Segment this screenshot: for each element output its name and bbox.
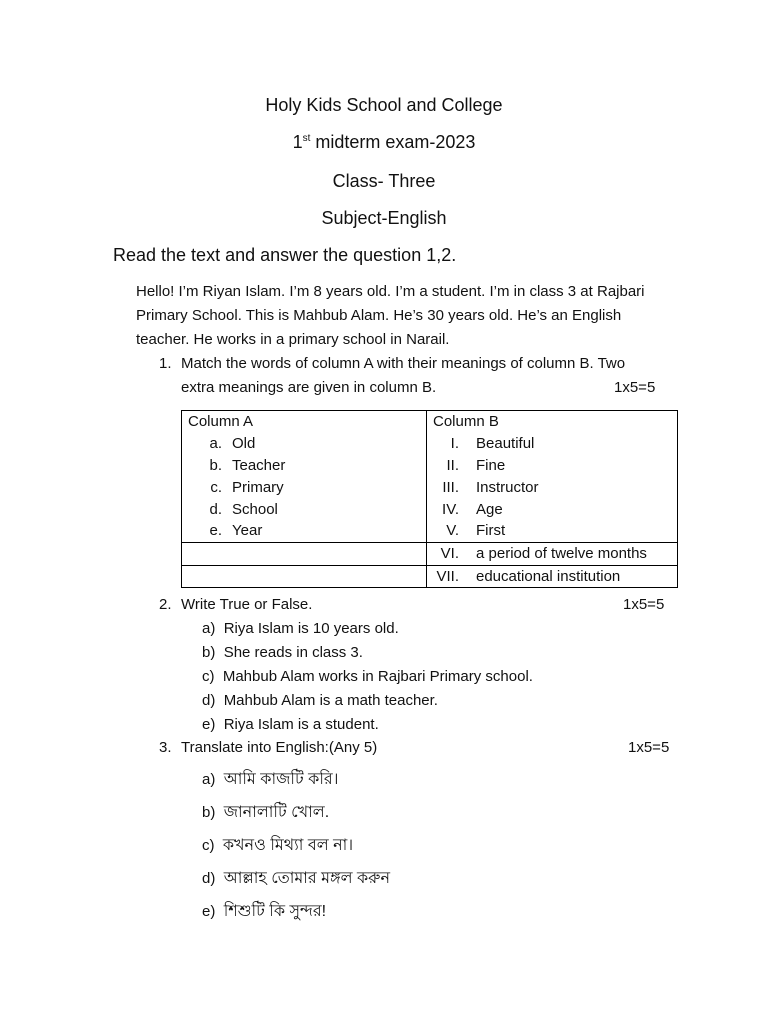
q3-item: [202, 832, 353, 859]
q2-item-text: She reads in class 3.: [223, 644, 363, 661]
q3-item-letter: a): [202, 771, 216, 788]
table-row: [182, 565, 678, 588]
column-a-header: Column A: [182, 411, 427, 433]
table-row: [182, 476, 678, 498]
q2-item-letter: b): [202, 644, 216, 661]
column-b-word: Instructor: [476, 478, 539, 496]
q3-item: [202, 799, 329, 826]
q3-item-letter: b): [202, 804, 216, 821]
column-b-header: Column B: [427, 411, 678, 433]
passage-line: teacher. He works in a primary school in Narail.: [136, 331, 450, 348]
passage-line: Hello! I’m Riyan Islam. I’m 8 years old. I’m a student. I’m in class 3 at Rajbari: [136, 283, 645, 300]
passage-line: Primary School. This is Mahbub Alam. He’s 30 years old. He’s an English: [136, 307, 622, 324]
table-row: [182, 542, 678, 565]
q3-item: [202, 898, 326, 925]
column-b-number: I.: [450, 435, 459, 453]
column-a-word: School: [232, 500, 278, 518]
exam-superscript: st: [302, 133, 311, 144]
q3-item: [202, 766, 338, 793]
column-b-word: Beautiful: [476, 435, 535, 453]
q2-item-letter: e): [202, 716, 216, 733]
instruction: Read the text and answer the question 1,2.: [113, 245, 457, 265]
column-a-word: Primary: [232, 478, 284, 496]
q3-item: [202, 865, 390, 892]
q2-item: [202, 644, 363, 661]
column-a-letter: c.: [210, 478, 222, 496]
q2-number: 2.: [159, 596, 172, 613]
column-a-letter: e.: [209, 522, 222, 540]
q1-line: extra meanings are given in column B.: [181, 379, 437, 396]
exam-title: [0, 132, 768, 153]
q3-item-letter: c): [202, 837, 215, 854]
q1-line: Match the words of column A with their meanings of column B. Two: [181, 355, 626, 372]
q3-item-text: কখনও মিথ্যা বল না।: [222, 837, 354, 854]
q1-marks: 1x5=5: [614, 379, 656, 396]
matching-table: [181, 410, 678, 588]
q2-item-text: Riya Islam is a student.: [223, 716, 379, 733]
column-a-word: Teacher: [232, 456, 286, 474]
column-b-number: III.: [442, 478, 459, 496]
column-b-word: First: [476, 522, 506, 540]
table-row: [182, 433, 678, 455]
column-a-word: Year: [232, 522, 263, 540]
column-b-number: IV.: [442, 500, 459, 518]
column-b-word: Fine: [476, 456, 506, 474]
column-b-word: a period of twelve months: [476, 545, 647, 563]
q1-number: 1.: [159, 355, 172, 372]
q3-item-text: শিশুটি কি সুন্দর!: [223, 903, 327, 920]
column-b-number: V.: [446, 522, 459, 540]
column-b-number: II.: [446, 456, 459, 474]
q2-item-letter: a): [202, 620, 216, 637]
table-row: [182, 455, 678, 477]
column-b-word: educational institution: [476, 567, 621, 585]
q3-item-text: আমি কাজটি করি।: [223, 771, 339, 788]
column-a-letter: a.: [209, 435, 222, 453]
school-name: Holy Kids School and College: [265, 95, 503, 115]
q2-marks: 1x5=5: [623, 596, 665, 613]
q2-title: Write True or False.: [181, 596, 313, 613]
q3-number: 3.: [159, 739, 172, 756]
q2-item: [202, 716, 379, 733]
q2-item: [202, 620, 399, 637]
table-row: [182, 498, 678, 520]
q3-marks: 1x5=5: [628, 739, 670, 756]
column-b-number: VI.: [440, 545, 459, 563]
q2-item-text: Riya Islam is 10 years old.: [223, 620, 399, 637]
q3-item-text: জানালাটি খোল.: [223, 804, 330, 821]
q2-item: [202, 692, 438, 709]
q3-item-letter: e): [202, 903, 216, 920]
subject-label: Subject-English: [321, 208, 447, 228]
q3-item-text: আল্লাহ তোমার মঙ্গল করুন: [223, 870, 391, 887]
q2-item-letter: d): [202, 692, 216, 709]
table-row: [182, 520, 678, 542]
exam-prefix: 1: [292, 132, 303, 152]
q2-item-text: Mahbub Alam works in Rajbari Primary school.: [222, 668, 533, 685]
column-b-number: VII.: [436, 567, 459, 585]
class-label: Class- Three: [332, 171, 436, 191]
q3-title: Translate into English:(Any 5): [181, 739, 378, 756]
column-a-letter: d.: [209, 500, 222, 518]
table-header-row: [182, 411, 678, 433]
q2-item: [202, 668, 533, 685]
q2-item-text: Mahbub Alam is a math teacher.: [223, 692, 438, 709]
column-a-letter: b.: [209, 456, 222, 474]
column-b-word: Age: [476, 500, 503, 518]
q2-item-letter: c): [202, 668, 215, 685]
q3-item-letter: d): [202, 870, 216, 887]
exam-suffix: midterm exam-2023: [310, 132, 476, 152]
column-a-word: Old: [232, 435, 256, 453]
